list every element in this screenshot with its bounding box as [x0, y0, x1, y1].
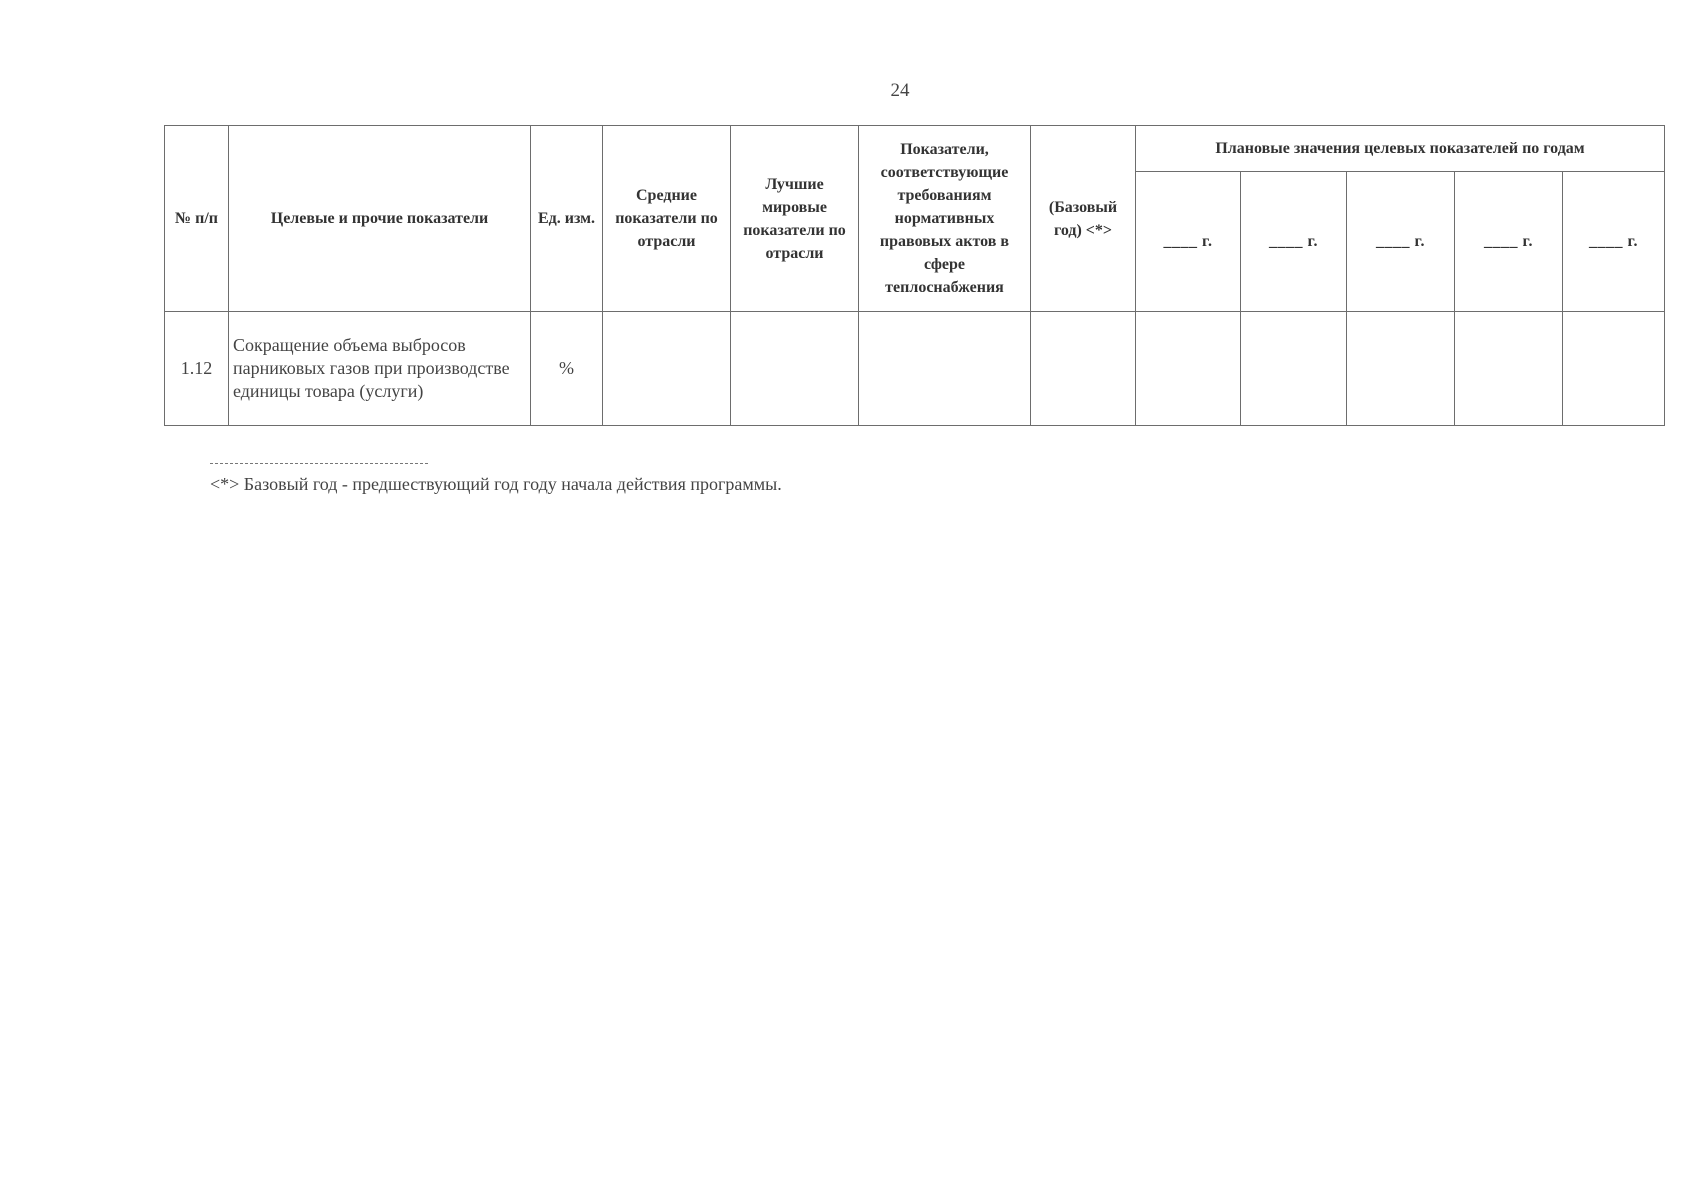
indicators-table — [164, 125, 1665, 426]
table-body — [165, 312, 1665, 426]
header-year: ____ г. — [1241, 172, 1347, 312]
row-unit: % — [531, 312, 603, 426]
table-header — [165, 126, 1665, 312]
row-base-year-cell — [1031, 312, 1136, 426]
row-year-cell — [1455, 312, 1563, 426]
header-year: ____ г. — [1563, 172, 1665, 312]
page-number: 24 — [890, 80, 910, 101]
header-name: Целевые и прочие показатели — [229, 126, 531, 312]
header-year: ____ г. — [1455, 172, 1563, 312]
table-row — [165, 312, 1665, 426]
header-avg: Средние показатели по отрасли — [603, 126, 731, 312]
row-avg-cell — [603, 312, 731, 426]
footnote-divider — [210, 463, 428, 464]
header-base-year: (Базовый год) <*> — [1031, 126, 1136, 312]
row-num: 1.12 — [165, 312, 229, 426]
row-year-cell — [1241, 312, 1347, 426]
row-regulatory-cell — [859, 312, 1031, 426]
row-best-cell — [731, 312, 859, 426]
header-unit: Ед. изм. — [531, 126, 603, 312]
header-year: ____ г. — [1136, 172, 1241, 312]
footnote-text: <*> Базовый год - предшествующий год году начала действия программы. — [210, 474, 782, 494]
header-planned-group: Плановые значения целевых показателей по годам — [1136, 126, 1665, 172]
row-year-cell — [1347, 312, 1455, 426]
header-num: № п/п — [165, 126, 229, 312]
header-regulatory: Показатели, соответствующие требованиям нормативных правовых актов в сфере теплоснабжения — [859, 126, 1031, 312]
header-row-top — [165, 126, 1665, 172]
row-year-cell — [1136, 312, 1241, 426]
row-year-cell — [1563, 312, 1665, 426]
row-name: Сокращение объема выбросов парниковых газов при производстве единицы товара (услуги) — [229, 312, 531, 426]
header-year: ____ г. — [1347, 172, 1455, 312]
header-best: Лучшие мировые показатели по отрасли — [731, 126, 859, 312]
